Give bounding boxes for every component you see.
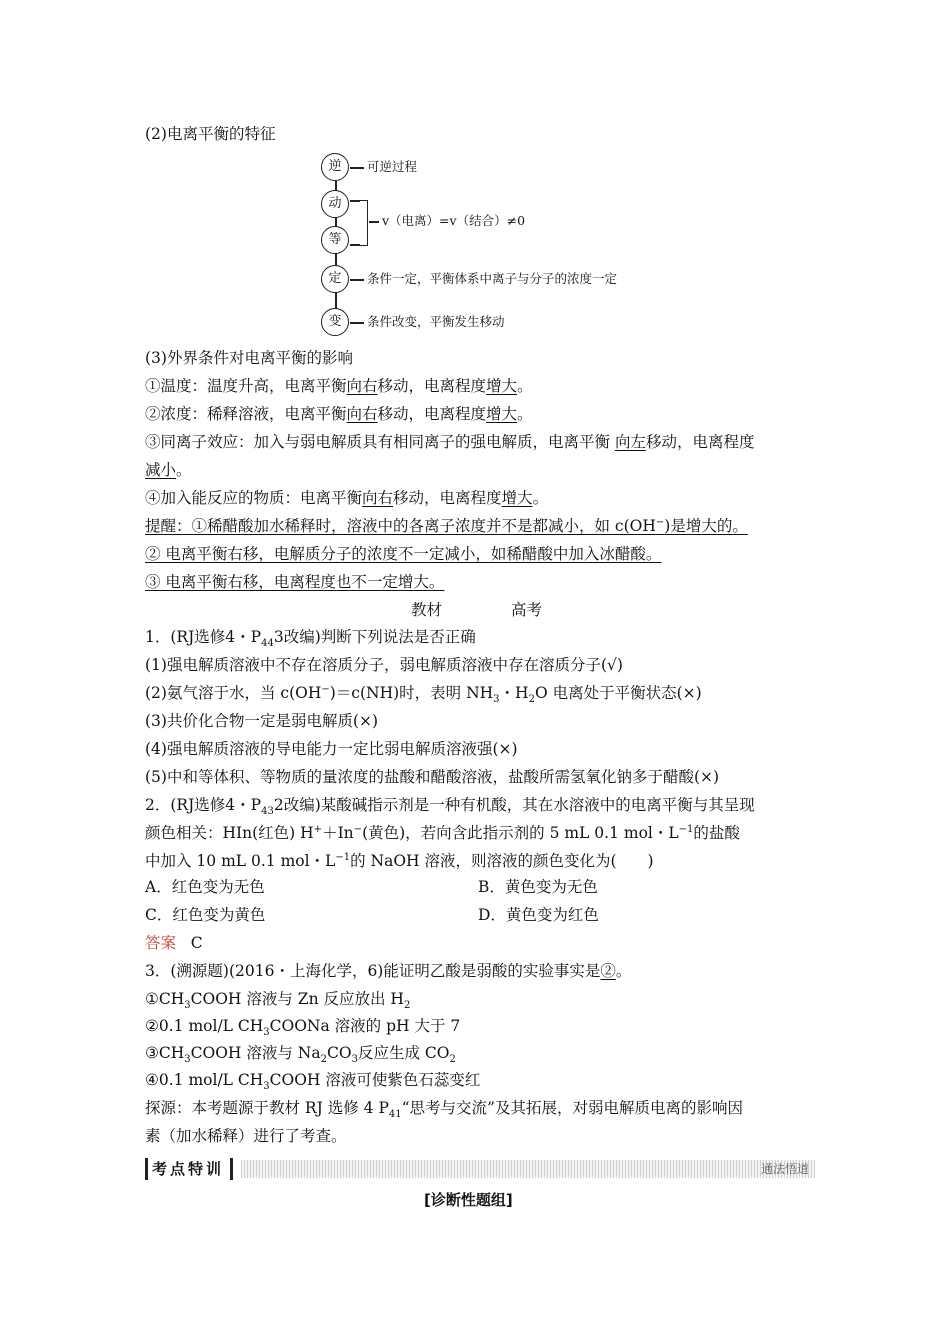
banner-right-label: 通法悟道: [760, 1162, 809, 1176]
circle-dong: 动: [321, 190, 349, 218]
q2-line-3: 中加入 10 mL 0.1 mol・$L^{-1}$的 NaOH 溶液，则溶液的颜色变化为( ): [145, 851, 654, 870]
q3-source-2: 素（加水稀释）进行了考查。: [145, 1127, 347, 1145]
q1-item-1: (1)强电解质溶液中不存在溶质分子，弱电解质溶液中存在溶质分子(√): [145, 656, 623, 674]
connector-ni: [350, 167, 364, 169]
q2-option-c: C．红色变为黄色: [145, 906, 266, 924]
banner-pattern-bar: [241, 1160, 815, 1178]
circle-bian: 变: [321, 308, 349, 336]
q1-item-3: (3)共价化合物一定是弱电解质(×): [145, 712, 379, 730]
label-bian: 条件改变，平衡发生移动: [367, 314, 505, 329]
section-3-title: (3)外界条件对电离平衡的影响: [145, 349, 353, 367]
group-title: [诊断性题组]: [424, 1191, 513, 1209]
answer-label: 答案: [145, 934, 177, 952]
factor-concentration: ②浓度：稀释溶液，电离平衡向右移动，电离程度增大。: [145, 405, 533, 423]
q3-stem: 3．(溯源题)(2016・上海化学，6)能证明乙酸是弱酸的实验事实是②。: [145, 962, 632, 980]
label-dong-deng: v（电离）=v（结合）≠0: [382, 213, 526, 228]
q2-option-b: B．黄色变为无色: [478, 878, 598, 896]
q2-option-d: D．黄色变为红色: [478, 906, 599, 924]
factor-common-ion: ③同离子效应：加入与弱电解质具有相同离子的强电解质，电离平衡 向左移动，电离程度: [145, 433, 755, 451]
q2-line-1: 2．(RJ选修4・$P_{43}2$改编)某酸碱指示剂是一种有机酸，其在水溶液中的电离平衡与其呈现: [145, 796, 755, 818]
tip-1: 提醒：①稀醋酸加水稀释时，溶液中的各离子浓度并不是都减小，如 c(OH−)是增大的。: [145, 516, 748, 535]
label-ni: 可逆过程: [367, 159, 418, 174]
factor-reactive-substance: ④加入能反应的物质：电离平衡向右移动，电离程度增大。: [145, 489, 549, 507]
header-gaokao: 高考: [511, 601, 543, 619]
connector-dong: [350, 200, 360, 202]
circle-ni: 逆: [321, 153, 349, 181]
bracket-dong-deng: [359, 200, 368, 246]
factor-common-ion-cont: 减小。: [145, 461, 192, 479]
label-ding: 条件一定，平衡体系中离子与分子的浓度一定: [367, 271, 618, 286]
q1-stem: 1．(RJ选修4・$P_{44}3$改编)判断下列说法是否正确: [145, 628, 476, 650]
circle-deng: 等: [321, 226, 349, 254]
circle-ding: 定: [321, 265, 349, 293]
q3-option-1: $①CH_3COOH$ 溶液与 Zn 反应放出 $H_2$: [145, 990, 411, 1012]
q3-source-1: 探源：本考题源于教材 RJ 选修 4 $P_{41}“$思考与交流”及其拓展，对弱电解质电离的影响因: [145, 1099, 743, 1121]
q2-option-a: A．红色变为无色: [145, 878, 265, 896]
q3-option-4: ④0.1 mol/L $CH_3COOH$ 溶液可使紫色石蕊变红: [145, 1071, 481, 1093]
connector-bian: [350, 322, 364, 324]
header-textbook: 教材: [411, 601, 443, 619]
tip-3: ③ 电离平衡右移，电离程度也不一定增大。: [145, 573, 445, 591]
factor-temperature: ①温度：温度升高，电离平衡向右移动，电离程度增大。: [145, 377, 533, 395]
q1-item-2: (2)氨气溶于水，当 c(OH−)＝c(NH)时，表明 $NH_3$・$H_2O$ 电离处于平衡状态(×): [145, 683, 702, 706]
connector-deng: [350, 244, 360, 246]
q2-line-2: 颜色相关：HIn(红色) H+＋In−(黄色)，若向含此指示剂的 5 mL 0.1 mol・$L^{-1}$的盐酸: [145, 823, 740, 842]
section-banner: [145, 1158, 815, 1180]
connector-bracket: [369, 221, 379, 223]
section-2-title: (2)电离平衡的特征: [145, 125, 276, 143]
q1-item-5: (5)中和等体积、等物质的量浓度的盐酸和醋酸溶液，盐酸所需氢氧化钠多于醋酸(×): [145, 768, 720, 786]
banner-title: 考点特训: [145, 1158, 233, 1180]
tip-2: ② 电离平衡右移，电解质分子的浓度不一定减小，如稀醋酸中加入冰醋酸。: [145, 545, 662, 563]
answer-value: C: [190, 934, 203, 952]
q2-answer: [145, 933, 203, 953]
q3-option-3: $③CH_3COOH$ 溶液与 $Na_2CO_3$反应生成 $CO_2$: [145, 1044, 456, 1066]
connector-ding: [350, 279, 364, 281]
q3-option-2: ②0.1 mol/L $CH_3COONa$ 溶液的 pH 大于 7: [145, 1017, 461, 1039]
q1-item-4: (4)强电解质溶液的导电能力一定比弱电解质溶液强(×): [145, 740, 518, 758]
